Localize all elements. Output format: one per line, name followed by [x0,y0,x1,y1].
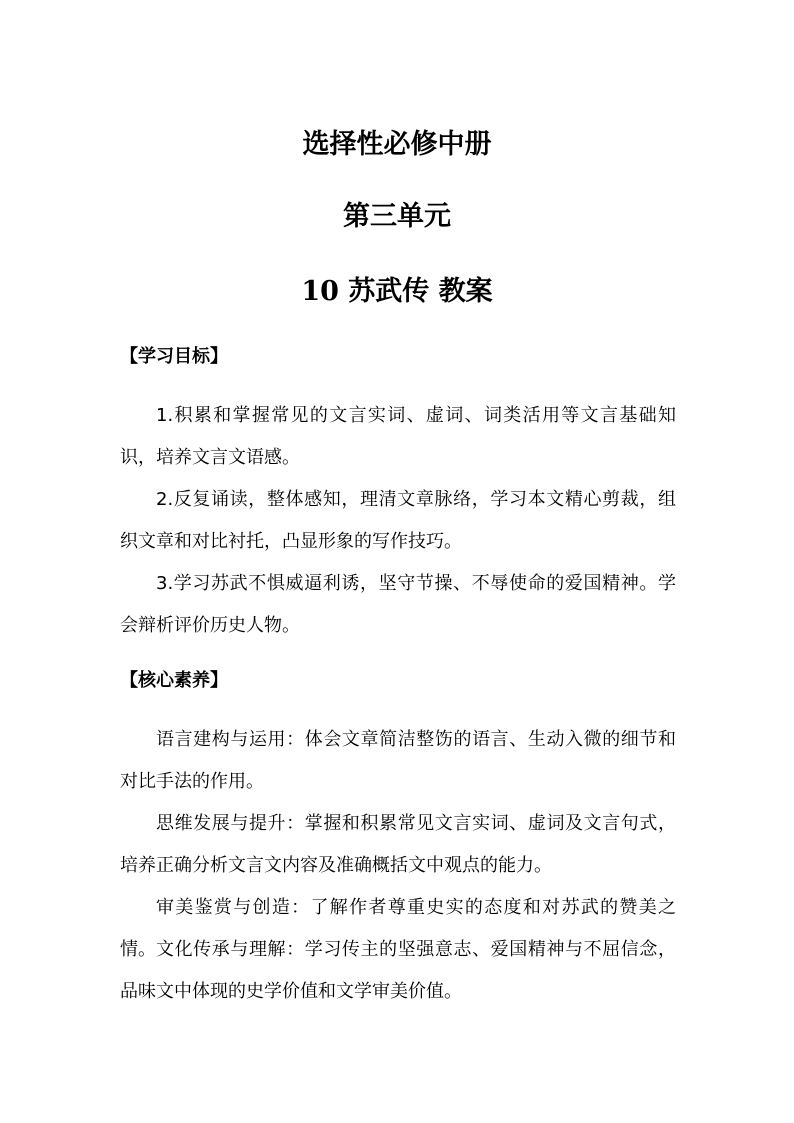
literacy-paragraph-4: 文化传承与理解：学习传主的坚强意志、爱国精神与不屈信念，品味文中体现的史学价值和文学审美价值。 [120,939,676,1002]
book-title: 选择性必修中册 [302,129,492,160]
goal-paragraph-3: 3.学习苏武不惧威逼利诱，坚守节操、不辱使命的爱国精神。学会辩析评价历史人物。 [120,573,676,636]
goal-paragraph-2: 2.反复诵读，整体感知，理清文章脉络，学习本文精心剪裁，组织文章和对比衬托，凸显形象的写作技巧。 [120,489,676,552]
literacy-paragraph-3: 审美鉴赏与创造：了解作者尊重史实的态度和对苏武的赞美之情。 [120,897,676,960]
goal-paragraph-1: 1.积累和掌握常见的文言实词、虚词、词类活用等文言基础知识，培养文言文语感。 [120,405,676,468]
literacy-paragraph-1: 语言建构与运用：体会文章简洁整饬的语言、生动入微的细节和对比手法的作用。 [120,729,676,792]
unit-title: 第三单元 [343,201,451,232]
section-heading-learning-goals: 【学习目标】 [120,346,228,367]
section-heading-core-literacy: 【核心素养】 [120,670,228,691]
literacy-paragraph-2: 思维发展与提升：掌握和积累常见文言实词、虚词及文言句式，培养正确分析文言文内容及准确概括文中观点的能力。 [120,813,676,876]
lesson-title: 10 苏武传 教案 [301,276,493,307]
